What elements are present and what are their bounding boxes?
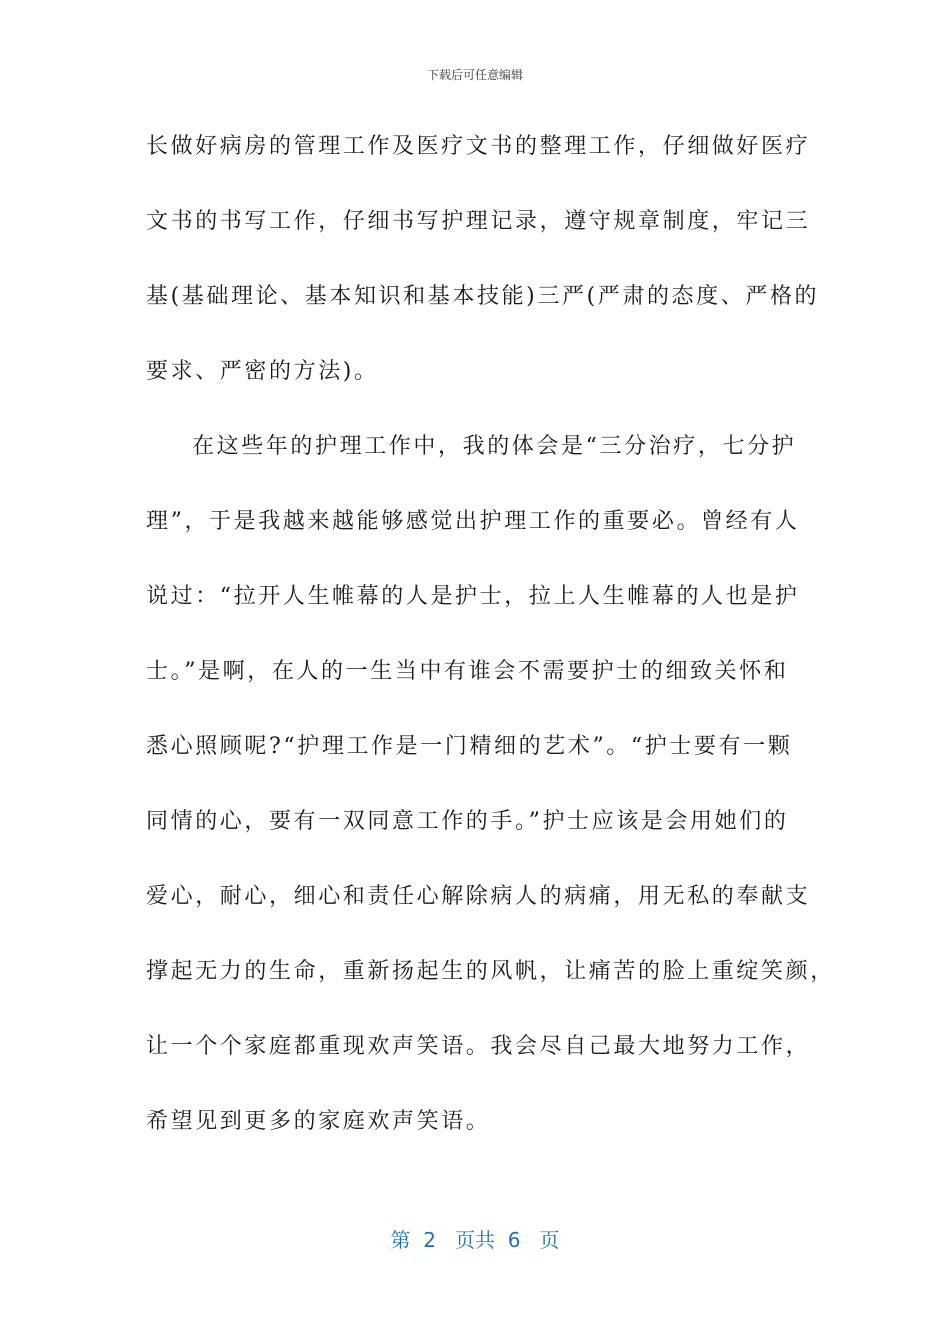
text-line: 要求、严密的方法)。	[146, 359, 379, 384]
text-line: 希望见到更多的家庭欢声笑语。	[146, 1109, 491, 1134]
text-line: 长做好病房的管理工作及医疗文书的整理工作，仔细做好医疗	[146, 134, 811, 159]
text-line: 基(基础理论、基本知识和基本技能)三严(严肃的态度、严格的	[146, 284, 820, 309]
text-line: 文书的书写工作，仔细书写护理记录，遵守规章制度，牢记三	[146, 209, 811, 234]
text-line: 同情的心，要有一双同意工作的手。”护士应该是会用她们的	[146, 809, 789, 834]
text-line: 爱心，耐心，细心和责任心解除病人的病痛，用无私的奉献支	[146, 884, 811, 909]
text-line: 士。”是啊，在人的一生当中有谁会不需要护士的细致关怀和	[146, 659, 789, 684]
page-number-footer: 第 2 页共 6 页	[390, 1228, 560, 1252]
text-line: 让一个个家庭都重现欢声笑语。我会尽自己最大地努力工作，	[146, 1034, 811, 1059]
page-header: 下载后可任意编辑	[426, 68, 523, 82]
paragraph-start-line: 在这些年的护理工作中，我的体会是“三分治疗，七分护	[192, 434, 797, 459]
text-line: 理”，于是我越来越能够感觉出护理工作的重要必。曾经有人	[146, 509, 800, 534]
text-line: 撑起无力的生命，重新扬起生的风帆，让痛苦的脸上重绽笑颜，	[146, 959, 835, 984]
text-line: 悉心照顾呢?“护理工作是一门精细的艺术”。“护士要有一颗	[146, 734, 793, 759]
text-line: 说过：“拉开人生帷幕的人是护士，拉上人生帷幕的人也是护	[146, 584, 800, 609]
document-body	[146, 120, 835, 1170]
